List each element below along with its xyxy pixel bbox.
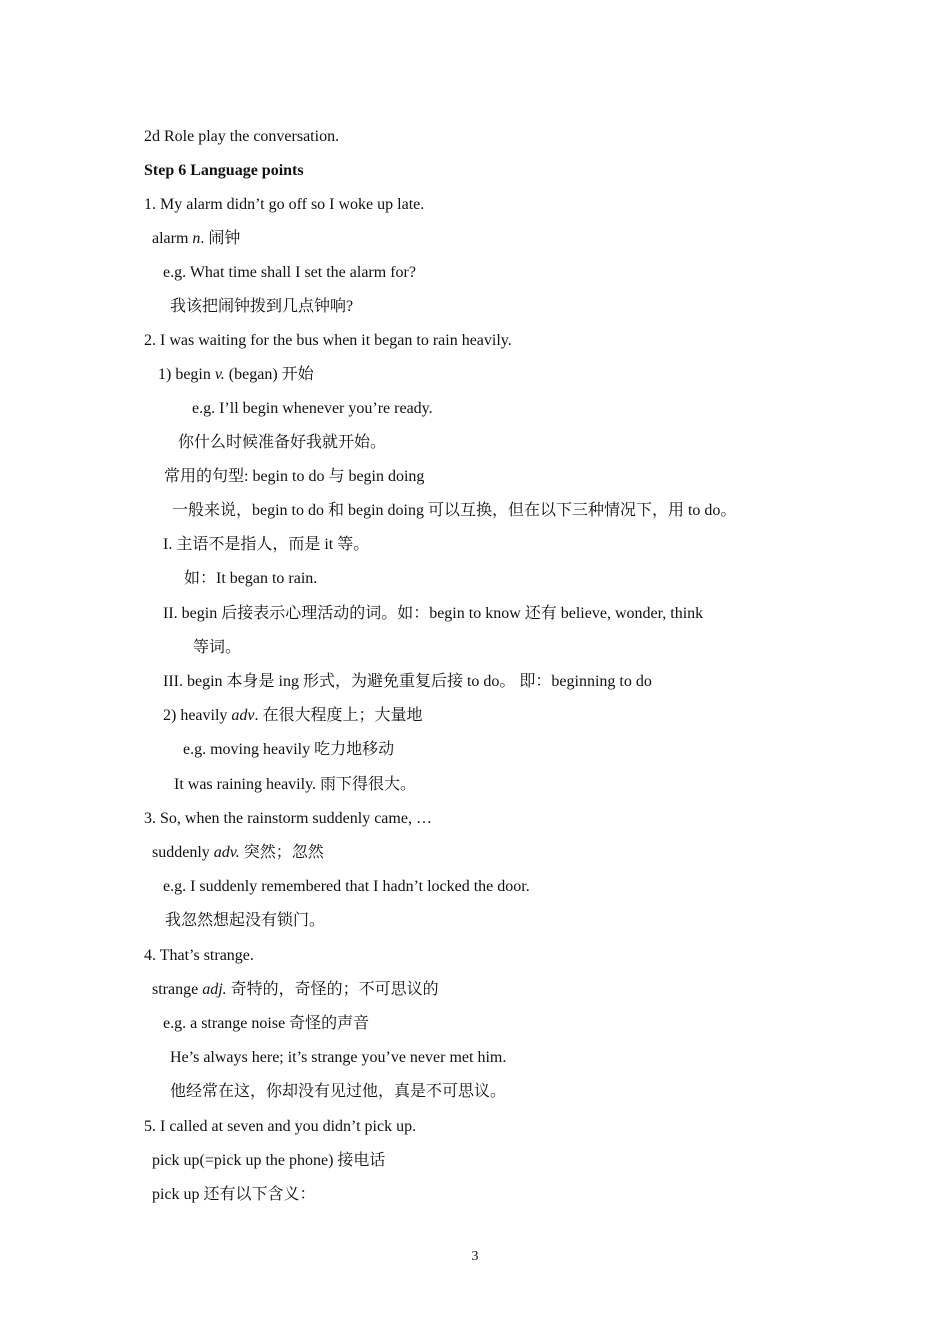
text-line: e.g. I’ll begin whenever you’re ready. [192,400,433,417]
page-number: 3 [471,1249,479,1264]
definition: . 在很大程度上；大量地 [254,707,423,724]
word: strange [152,981,203,998]
text-line [163,706,423,726]
word: 2) heavily [163,707,232,724]
part-of-speech: adv [231,707,255,724]
text-line: pick up 还有以下含义： [152,1186,316,1203]
text-line [158,365,314,385]
text-line [152,980,439,1000]
text-line: 1. My alarm didn’t go off so I woke up late. [144,196,425,213]
text-line: 如：It began to rain. [184,570,318,587]
text-line: 5. I called at seven and you didn’t pick up. [144,1118,417,1135]
part-of-speech: adv. [213,844,240,861]
text-line: 4. That’s strange. [144,947,254,964]
text-line: 他经常在这，你却没有见过他，真是不可思议。 [170,1083,507,1100]
definition: (began) 开始 [224,366,314,383]
text-line: He’s always here; it’s strange you’ve never met him. [170,1049,507,1066]
text-line: 等词。 [193,639,242,656]
word: alarm [152,230,193,247]
text-line: III. begin 本身是 ing 形式，为避免重复后接 to do。 即：beginning to do [163,673,652,690]
text-line: 常用的句型: begin to do 与 begin doing [164,468,425,485]
text-line: 我该把闹钟拨到几点钟响? [170,298,354,315]
part-of-speech: n [192,230,201,247]
text-line: e.g. I suddenly remembered that I hadn’t locked the door. [163,878,530,895]
text-line: e.g. a strange noise 奇怪的声音 [163,1015,370,1032]
text-line: 2. I was waiting for the bus when it began to rain heavily. [144,332,512,349]
word: 1) begin [158,366,215,383]
text-line: 3. So, when the rainstorm suddenly came, … [144,810,432,827]
text-line: 我忽然想起没有锁门。 [165,912,326,929]
text-line: pick up(=pick up the phone) 接电话 [152,1152,386,1169]
text-line: II. begin 后接表示心理活动的词。如：begin to know 还有 believe, wonder, think [163,605,704,622]
text-line: It was raining heavily. 雨下得很大。 [174,776,417,793]
text-line [152,229,240,249]
text-line: 你什么时候准备好我就开始。 [178,434,387,451]
text-line [152,843,324,863]
definition: . 闹钟 [200,230,241,247]
text-line: I. 主语不是指人，而是 it 等。 [163,536,370,553]
part-of-speech: v. [214,366,225,383]
section-heading: Step 6 Language points [144,162,304,179]
word: suddenly [152,844,214,861]
text-line: 2d Role play the conversation. [144,128,340,145]
text-line: 一般来说，begin to do 和 begin doing 可以互换，但在以下三种情况下，用 to do。 [172,502,737,519]
definition: 突然；忽然 [239,844,324,861]
part-of-speech: adj. [202,981,227,998]
text-line: e.g. What time shall I set the alarm for? [163,264,416,281]
definition: 奇特的，奇怪的；不可思议的 [226,981,439,998]
text-line: e.g. moving heavily 吃力地移动 [183,741,395,758]
